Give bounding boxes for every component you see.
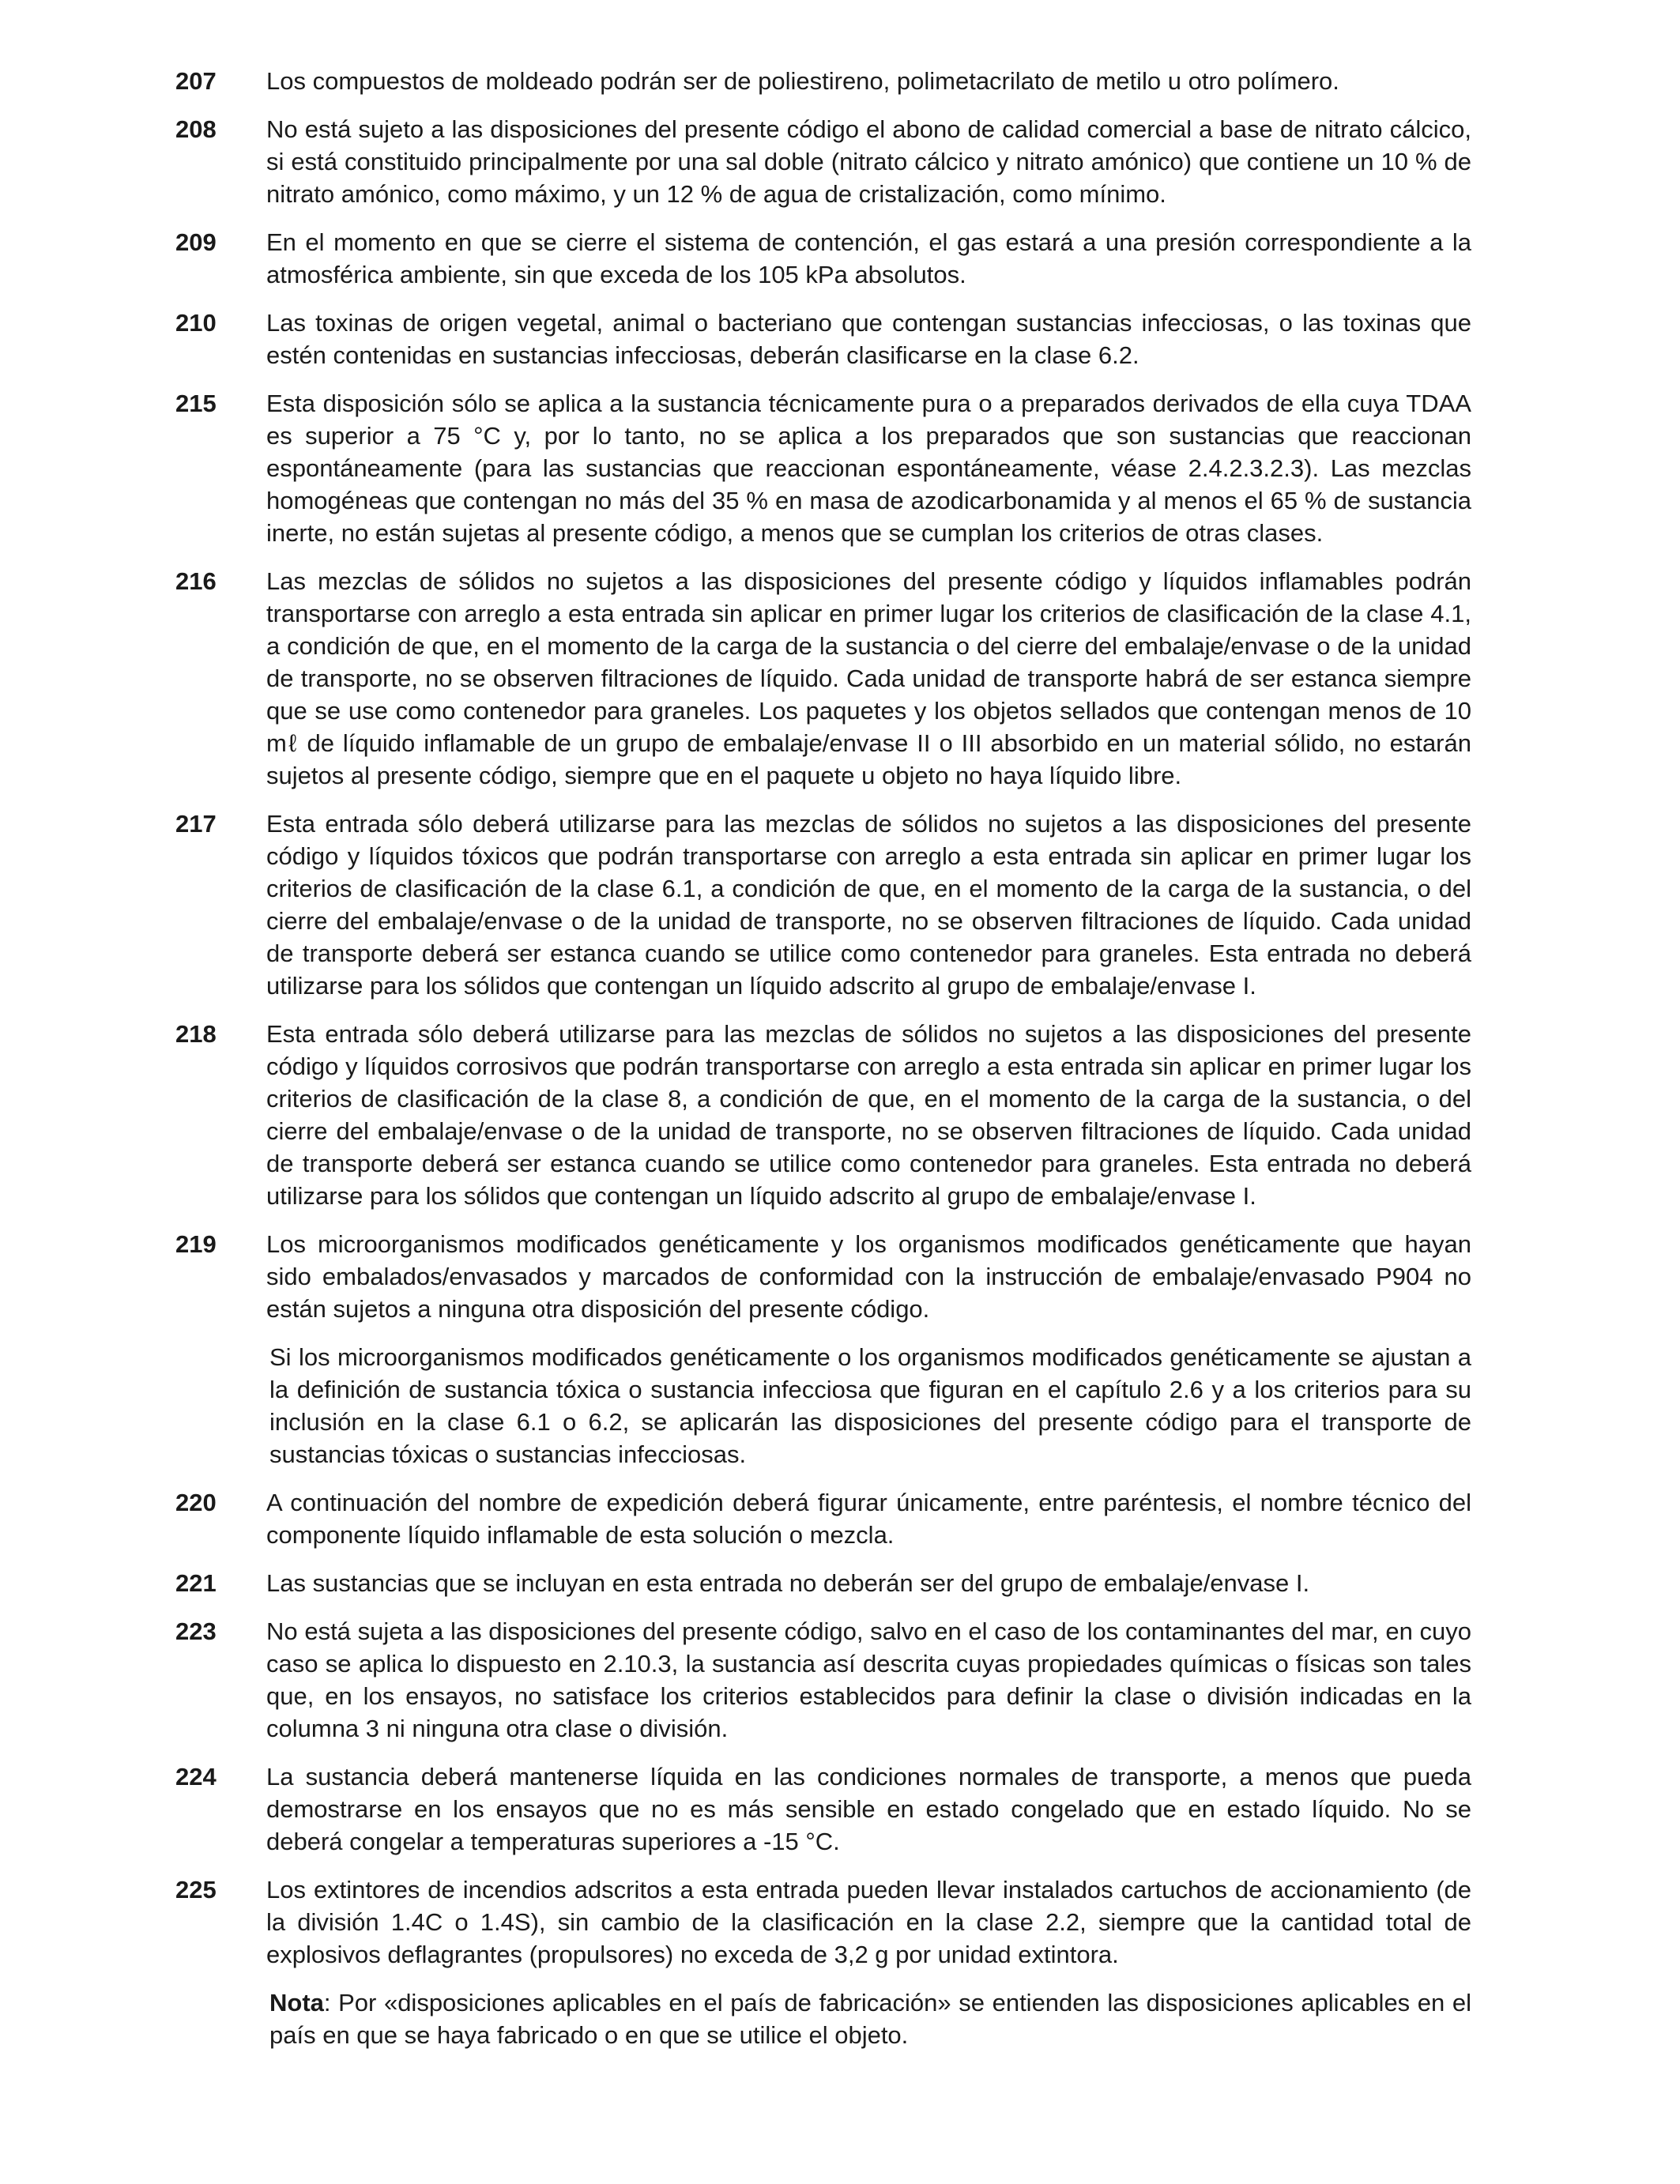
provision-text: A continuación del nombre de expedición deberá figurar únicamente, entre paréntesis, el nombre técnico del componente líquido inflamable de esta solución o mezcla. [266,1489,1471,1549]
provision-number: 224 [175,1763,217,1791]
provision-number: 215 [175,390,217,417]
provision-text: Los microorganismos modificados genéticamente y los organismos modificados genéticamente que hayan sido embalados/envasados y marcados de conformidad con la instrucción de embalaje/envasado P904 no están sujetos a ninguna otra disposición del presente código. [266,1230,1471,1323]
provision-number: 209 [175,228,217,256]
note-label: Nota [269,1989,324,2016]
provision-text: Las mezclas de sólidos no sujetos a las disposiciones del presente código y líquidos inflamables podrán transportarse con arreglo a esta entrada sin aplicar en primer lugar los criterios de clasificación de la clase 4.1, a condición de que, en el momento de la carga de la sustancia o del cierre del embalaje/envase o de la unidad de transporte, no se observen filtraciones de líquido. Cada unidad de transporte habrá de ser estanca siempre que se use como contenedor para graneles. Los paquetes y los objetos sellados que contengan menos de 10 mℓ de líquido inflamable de un grupo de embalaje/envase II o III absorbido en un material sólido, no estarán sujetos al presente código, siempre que en el paquete u objeto no haya líquido libre. [266,567,1471,789]
provision-number: 220 [175,1489,217,1516]
provision-entry [175,1615,1471,1745]
provision-number: 210 [175,309,217,337]
provision-text: La sustancia deberá mantenerse líquida en las condiciones normales de transporte, a menos que pueda demostrarse en los ensayos que no es más sensible en estado congelado que en estado líquido. No se deberá congelar a temperaturas superiores a -15 °C. [266,1763,1471,1855]
provision-subparagraph: Si los microorganismos modificados genéticamente o los organismos modificados genéticamente se ajustan a la definición de sustancia tóxica o sustancia infecciosa que figuran en el capítulo 2.6 y a los criterios para su inclusión en la clase 6.1 o 6.2, se aplicarán las disposiciones del presente código para el transporte de sustancias tóxicas o sustancias infecciosas. [269,1343,1471,1468]
provision-text: Los extintores de incendios adscritos a esta entrada pueden llevar instalados cartuchos de accionamiento (de la división 1.4C o 1.4S), sin cambio de la clasificación en la clase 2.2, siempre que la cantidad total de explosivos deflagrantes (propulsores) no exceda de 3,2 g por unidad extintora. [266,1876,1471,1968]
provision-note [266,1986,1471,2051]
provision-entry [175,1567,1471,1599]
provision-entry [175,307,1471,371]
provision-text: Las sustancias que se incluyan en esta entrada no deberán ser del grupo de embalaje/envase I. [266,1569,1310,1597]
provision-text: Las toxinas de origen vegetal, animal o bacteriano que contengan sustancias infecciosas, o las toxinas que estén contenidas en sustancias infecciosas, deberán clasificarse en la clase 6.2. [266,309,1471,369]
provision-entry [175,565,1471,792]
provision-number: 221 [175,1569,217,1597]
provision-text: En el momento en que se cierre el sistema de contención, el gas estará a una presión correspondiente a la atmosférica ambiente, sin que exceda de los 105 kPa absolutos. [266,228,1471,288]
provision-entry [175,1760,1471,1858]
provision-text: No está sujeto a las disposiciones del presente código el abono de calidad comercial a base de nitrato cálcico, si está constituido principalmente por una sal doble (nitrato cálcico y nitrato amónico) que contiene un 10 % de nitrato amónico, como máximo, y un 12 % de agua de cristalización, como mínimo. [266,115,1471,208]
provision-number: 223 [175,1617,217,1645]
provision-number: 219 [175,1230,217,1258]
provision-entry [175,226,1471,291]
provision-entry [175,808,1471,1002]
provision-text: Esta disposición sólo se aplica a la sustancia técnicamente pura o a preparados derivados de ella cuya TDAA es superior a 75 °C y, por lo tanto, no se aplica a los preparados que son sustancias que reaccionan espontáneamente (para las sustancias que reaccionan espontáneamente, véase 2.4.2.3.2.3). Las mezclas homogéneas que contengan no más del 35 % en masa de azodicarbonamida y al menos el 65 % de sustancia inerte, no están sujetas al presente código, a menos que se cumplan los criterios de otras clases. [266,390,1471,547]
provision-entry [175,113,1471,210]
provision-entry [175,1873,1471,2051]
provision-number: 207 [175,67,217,95]
provision-text: No está sujeta a las disposiciones del presente código, salvo en el caso de los contaminantes del mar, en cuyo caso se aplica lo dispuesto en 2.10.3, la sustancia así descrita cuyas propiedades químicas o físicas son tales que, en los ensayos, no satisface los criterios establecidos para definir la clase o división indicadas en la columna 3 ni ninguna otra clase o división. [266,1617,1471,1742]
provision-entry [175,1228,1471,1470]
provision-entry [175,387,1471,549]
special-provisions-page [175,65,1471,2067]
provision-entry [175,65,1471,97]
provision-number: 217 [175,810,217,838]
provision-entry [175,1018,1471,1212]
provision-number: 208 [175,115,217,143]
provision-entry [175,1486,1471,1551]
note-text: : Por «disposiciones aplicables en el país de fabricación» se entienden las disposiciones aplicables en el país en que se haya fabricado o en que se utilice el objeto. [269,1989,1471,2049]
provision-text: Los compuestos de moldeado podrán ser de poliestireno, polimetacrilato de metilo u otro polímero. [266,67,1339,95]
provision-text: Esta entrada sólo deberá utilizarse para las mezclas de sólidos no sujetos a las disposiciones del presente código y líquidos tóxicos que podrán transportarse con arreglo a esta entrada sin aplicar en primer lugar los criterios de clasificación de la clase 6.1, a condición de que, en el momento de la carga de la sustancia, o del cierre del embalaje/envase o de la unidad de transporte, no se observen filtraciones de líquido. Cada unidad de transporte deberá ser estanca cuando se utilice como contenedor para graneles. Esta entrada no deberá utilizarse para los sólidos que contengan un líquido adscrito al grupo de embalaje/envase I. [266,810,1471,1000]
provision-number: 225 [175,1876,217,1903]
provision-text: Esta entrada sólo deberá utilizarse para las mezclas de sólidos no sujetos a las disposiciones del presente código y líquidos corrosivos que podrán transportarse con arreglo a esta entrada sin aplicar en primer lugar los criterios de clasificación de la clase 8, a condición de que, en el momento de la carga de la sustancia, o del cierre del embalaje/envase o de la unidad de transporte, no se observen filtraciones de líquido. Cada unidad de transporte deberá ser estanca cuando se utilice como contenedor para graneles. Esta entrada no deberá utilizarse para los sólidos que contengan un líquido adscrito al grupo de embalaje/envase I. [266,1020,1471,1210]
provision-number: 218 [175,1020,217,1048]
provision-number: 216 [175,567,217,595]
